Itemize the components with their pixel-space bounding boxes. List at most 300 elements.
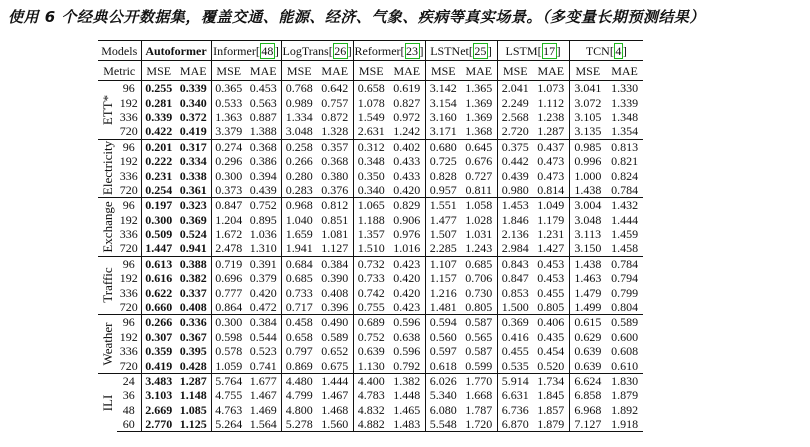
value-cell: 0.980 bbox=[497, 183, 533, 198]
value-cell: 1.444 bbox=[317, 373, 353, 388]
value-cell: 0.629 bbox=[569, 330, 606, 344]
model-header-logtrans: LogTrans[ 26 ] bbox=[281, 41, 353, 61]
model-name: LSTNet bbox=[430, 43, 469, 58]
value-cell: 1.107 bbox=[425, 256, 461, 271]
dataset-label-cell bbox=[98, 373, 117, 432]
value-cell: 0.533 bbox=[211, 95, 246, 109]
value-cell: 1.354 bbox=[611, 124, 639, 139]
citation-ref: 48 bbox=[261, 43, 274, 58]
value-cell: 0.416 bbox=[497, 330, 533, 344]
value-cell: 4.800 bbox=[281, 403, 317, 417]
value-cell: 2.631 bbox=[353, 124, 389, 139]
value-cell: 0.727 bbox=[465, 168, 493, 183]
value-cell: 1.444 bbox=[611, 212, 639, 227]
value-cell: 0.376 bbox=[321, 182, 349, 197]
value-cell: 0.419 bbox=[141, 358, 176, 373]
value-cell: 0.985 bbox=[569, 139, 606, 154]
value-cell: 3.142 bbox=[425, 81, 461, 96]
value-cell: 1.477 bbox=[425, 213, 461, 227]
value-cell: 1.459 bbox=[611, 227, 639, 242]
metric-header-row bbox=[98, 61, 643, 81]
value-cell: 0.696 bbox=[211, 271, 246, 285]
model-name: LSTM bbox=[505, 43, 538, 58]
value-cell: 1.036 bbox=[249, 227, 277, 242]
table-row bbox=[98, 154, 643, 168]
value-cell: 1.357 bbox=[353, 227, 389, 241]
value-cell: 1.369 bbox=[465, 109, 493, 124]
value-cell: 0.372 bbox=[179, 109, 207, 124]
value-cell: 0.382 bbox=[179, 271, 207, 286]
horizon-cell: 96 bbox=[117, 315, 141, 330]
horizon-cell: 720 bbox=[119, 300, 138, 315]
value-cell: 3.113 bbox=[569, 227, 606, 241]
dataset-label-cell bbox=[98, 198, 117, 257]
value-cell: 0.805 bbox=[537, 300, 565, 315]
value-cell: 1.677 bbox=[246, 373, 281, 388]
horizon-cell: 336 bbox=[119, 344, 138, 359]
value-cell: 0.811 bbox=[465, 182, 493, 197]
value-cell: 0.675 bbox=[321, 358, 349, 373]
value-cell: 1.770 bbox=[461, 373, 497, 388]
value-cell: 6.631 bbox=[497, 388, 533, 402]
value-cell: 3.072 bbox=[569, 95, 606, 109]
value-cell: 3.103 bbox=[141, 388, 176, 402]
value-cell: 2.984 bbox=[497, 241, 533, 256]
value-cell: 1.468 bbox=[321, 402, 349, 417]
value-cell: 0.618 bbox=[425, 358, 461, 373]
value-cell: 0.733 bbox=[353, 271, 389, 285]
value-cell: 0.794 bbox=[611, 271, 639, 286]
value-cell: 0.317 bbox=[176, 139, 211, 154]
value-cell: 1.481 bbox=[425, 300, 461, 315]
value-cell: 0.274 bbox=[211, 139, 246, 154]
metric-header-mse: MSE bbox=[281, 61, 317, 81]
value-cell: 1.287 bbox=[176, 373, 211, 388]
citation-ref: 26 bbox=[334, 43, 347, 58]
horizon-cell: 720 bbox=[119, 358, 138, 373]
dataset-label: ETT* bbox=[99, 94, 115, 125]
value-cell: 0.337 bbox=[179, 285, 207, 300]
value-cell: 0.420 bbox=[249, 285, 277, 300]
value-cell: 6.968 bbox=[569, 403, 606, 417]
value-cell: 0.872 bbox=[321, 109, 349, 124]
value-cell: 2.720 bbox=[497, 124, 533, 139]
table-row bbox=[98, 124, 643, 139]
value-cell: 0.813 bbox=[606, 139, 643, 154]
value-cell: 2.041 bbox=[497, 81, 533, 96]
value-cell: 0.281 bbox=[141, 95, 176, 109]
value-cell: 0.805 bbox=[465, 300, 493, 315]
value-cell: 4.799 bbox=[281, 388, 317, 402]
value-cell: 0.814 bbox=[537, 182, 565, 197]
value-cell: 0.255 bbox=[141, 81, 176, 96]
value-cell: 0.455 bbox=[497, 344, 533, 358]
value-cell: 0.639 bbox=[569, 344, 606, 358]
table-row bbox=[98, 285, 643, 299]
horizon-cell: 48 bbox=[122, 402, 135, 417]
table-row bbox=[98, 198, 643, 213]
dataset-label-cell bbox=[98, 256, 117, 315]
value-cell: 0.340 bbox=[179, 95, 207, 110]
value-cell: 0.828 bbox=[425, 168, 461, 182]
value-cell: 1.830 bbox=[606, 373, 643, 388]
horizon-cell: 96 bbox=[117, 139, 141, 154]
value-cell: 1.458 bbox=[611, 241, 639, 256]
value-cell: 1.941 bbox=[281, 241, 317, 256]
value-cell: 3.135 bbox=[569, 124, 606, 139]
value-cell: 0.420 bbox=[393, 271, 421, 286]
value-cell: 0.339 bbox=[176, 81, 211, 96]
models-header-row bbox=[98, 41, 643, 61]
value-cell: 0.652 bbox=[321, 344, 349, 359]
value-cell: 0.388 bbox=[176, 256, 211, 271]
value-cell: 0.685 bbox=[281, 271, 317, 285]
value-cell: 0.266 bbox=[281, 154, 317, 168]
value-cell: 0.369 bbox=[497, 315, 533, 330]
table-row bbox=[98, 139, 643, 154]
value-cell: 1.453 bbox=[497, 198, 533, 213]
value-cell: 1.499 bbox=[569, 300, 606, 315]
value-cell: 0.384 bbox=[317, 256, 353, 271]
value-cell: 0.340 bbox=[353, 183, 389, 198]
value-cell: 0.768 bbox=[281, 81, 317, 96]
value-cell: 0.587 bbox=[465, 344, 493, 359]
table-row bbox=[98, 227, 643, 241]
model-header-lstnet: LSTNet[ 25 ] bbox=[425, 41, 497, 61]
value-cell: 0.422 bbox=[141, 124, 176, 139]
value-cell: 0.300 bbox=[211, 315, 246, 330]
citation-ref: 25 bbox=[474, 43, 487, 58]
value-cell: 1.467 bbox=[321, 388, 349, 403]
value-cell: 3.105 bbox=[569, 110, 606, 124]
value-cell: 1.382 bbox=[389, 373, 425, 388]
horizon-cell: 336 bbox=[119, 227, 138, 242]
horizon-cell: 720 bbox=[119, 182, 138, 197]
value-cell: 1.130 bbox=[353, 358, 389, 373]
metric-header-mae: MAE bbox=[176, 61, 211, 81]
value-cell: 0.752 bbox=[353, 330, 389, 344]
horizon-cell: 720 bbox=[119, 241, 138, 256]
value-cell: 0.300 bbox=[211, 168, 246, 182]
value-cell: 0.280 bbox=[281, 168, 317, 182]
value-cell: 0.784 bbox=[611, 182, 639, 197]
value-cell: 0.685 bbox=[461, 256, 497, 271]
value-cell: 0.730 bbox=[465, 285, 493, 300]
dataset-label: ILI bbox=[99, 394, 115, 412]
value-cell: 0.706 bbox=[465, 271, 493, 286]
value-cell: 0.523 bbox=[249, 344, 277, 359]
value-cell: 0.375 bbox=[497, 139, 533, 154]
value-cell: 0.847 bbox=[211, 198, 246, 213]
value-cell: 3.160 bbox=[425, 110, 461, 124]
figure-caption: 使用 6 个经典公开数据集，覆盖交通、能源、经济、气象、疾病等真实场景。（多变量长期预测结果） bbox=[8, 8, 705, 26]
value-cell: 3.048 bbox=[281, 124, 317, 139]
value-cell: 0.408 bbox=[179, 300, 207, 315]
value-cell: 0.428 bbox=[179, 358, 207, 373]
value-cell: 0.797 bbox=[281, 344, 317, 358]
value-cell: 1.216 bbox=[425, 285, 461, 299]
value-cell: 0.596 bbox=[389, 315, 425, 330]
table-row bbox=[98, 315, 643, 330]
value-cell: 1.188 bbox=[353, 213, 389, 227]
value-cell: 1.432 bbox=[606, 198, 643, 213]
value-cell: 0.853 bbox=[497, 285, 533, 299]
value-cell: 1.085 bbox=[179, 402, 207, 417]
value-cell: 1.560 bbox=[317, 417, 353, 432]
value-cell: 0.742 bbox=[353, 285, 389, 299]
table-row bbox=[98, 330, 643, 344]
value-cell: 0.433 bbox=[393, 154, 421, 169]
value-cell: 1.846 bbox=[497, 213, 533, 227]
value-cell: 5.914 bbox=[497, 373, 533, 388]
value-cell: 0.689 bbox=[353, 315, 389, 330]
value-cell: 0.453 bbox=[533, 256, 569, 271]
value-cell: 0.365 bbox=[211, 81, 246, 96]
value-cell: 1.369 bbox=[465, 95, 493, 110]
value-cell: 0.658 bbox=[281, 330, 317, 344]
value-cell: 1.148 bbox=[179, 388, 207, 403]
value-cell: 0.680 bbox=[425, 139, 461, 154]
model-header-lstm: LSTM[ 17 ] bbox=[497, 41, 569, 61]
value-cell: 1.659 bbox=[281, 227, 317, 241]
value-cell: 0.433 bbox=[393, 168, 421, 183]
value-cell: 0.792 bbox=[393, 358, 421, 373]
model-header-autoformer bbox=[141, 41, 211, 61]
citation-ref: 17 bbox=[543, 43, 556, 58]
value-cell: 1.845 bbox=[537, 388, 565, 403]
value-cell: 6.080 bbox=[425, 403, 461, 417]
value-cell: 1.510 bbox=[353, 241, 389, 256]
value-cell: 0.348 bbox=[353, 154, 389, 168]
value-cell: 0.676 bbox=[465, 154, 493, 169]
value-cell: 5.340 bbox=[425, 388, 461, 402]
value-cell: 0.423 bbox=[393, 300, 421, 315]
value-cell: 1.672 bbox=[211, 227, 246, 241]
value-cell: 0.615 bbox=[569, 315, 606, 330]
value-cell: 0.972 bbox=[393, 109, 421, 124]
dataset-label: Exchange bbox=[99, 201, 115, 253]
horizon-cell: 96 bbox=[117, 198, 141, 213]
value-cell: 1.081 bbox=[321, 227, 349, 242]
value-cell: 0.733 bbox=[281, 285, 317, 299]
value-cell: 0.336 bbox=[176, 315, 211, 330]
value-cell: 0.357 bbox=[317, 139, 353, 154]
value-cell: 6.026 bbox=[425, 373, 461, 388]
value-cell: 0.453 bbox=[537, 271, 565, 286]
table-row bbox=[98, 110, 643, 124]
value-cell: 1.058 bbox=[461, 198, 497, 213]
value-cell: 1.734 bbox=[533, 373, 569, 388]
citation-ref: 4 bbox=[615, 43, 622, 58]
value-cell: 0.361 bbox=[179, 182, 207, 197]
value-cell: 0.619 bbox=[389, 81, 425, 96]
value-cell: 0.565 bbox=[465, 329, 493, 344]
value-cell: 0.821 bbox=[611, 154, 639, 169]
value-cell: 0.368 bbox=[246, 139, 281, 154]
value-cell: 0.777 bbox=[211, 285, 246, 299]
value-cell: 0.544 bbox=[249, 329, 277, 344]
value-cell: 0.390 bbox=[321, 271, 349, 286]
value-cell: 1.465 bbox=[393, 402, 421, 417]
dataset-label-cell bbox=[98, 139, 117, 198]
value-cell: 1.483 bbox=[389, 417, 425, 432]
value-cell: 1.157 bbox=[425, 271, 461, 285]
value-cell: 0.442 bbox=[497, 154, 533, 168]
value-cell: 0.812 bbox=[317, 198, 353, 213]
value-cell: 0.799 bbox=[611, 285, 639, 300]
dataset-label: Traffic bbox=[99, 267, 115, 304]
value-cell: 0.473 bbox=[537, 154, 565, 169]
value-cell: 1.507 bbox=[425, 227, 461, 241]
value-cell: 0.258 bbox=[281, 139, 317, 154]
value-cell: 1.549 bbox=[353, 110, 389, 124]
value-cell: 0.408 bbox=[321, 285, 349, 300]
value-cell: 0.423 bbox=[389, 256, 425, 271]
value-cell: 0.380 bbox=[321, 168, 349, 183]
value-cell: 1.879 bbox=[611, 388, 639, 403]
value-cell: 0.369 bbox=[179, 212, 207, 227]
value-cell: 0.597 bbox=[425, 344, 461, 358]
value-cell: 0.843 bbox=[497, 256, 533, 271]
table-row bbox=[98, 256, 643, 271]
models-header-label: Models bbox=[98, 41, 141, 61]
value-cell: 1.879 bbox=[533, 417, 569, 432]
value-cell: 1.000 bbox=[569, 168, 606, 182]
value-cell: 2.669 bbox=[141, 403, 176, 417]
horizon-cell: 192 bbox=[119, 329, 138, 344]
value-cell: 0.732 bbox=[353, 256, 389, 271]
value-cell: 0.598 bbox=[211, 330, 246, 344]
value-cell: 0.406 bbox=[533, 315, 569, 330]
value-cell: 0.594 bbox=[425, 315, 461, 330]
value-cell: 1.438 bbox=[569, 256, 606, 271]
value-cell: 1.469 bbox=[249, 402, 277, 417]
table-row bbox=[98, 403, 643, 417]
value-cell: 1.368 bbox=[465, 124, 493, 139]
value-cell: 4.480 bbox=[281, 373, 317, 388]
value-cell: 0.391 bbox=[246, 256, 281, 271]
value-cell: 0.645 bbox=[461, 139, 497, 154]
value-cell: 1.112 bbox=[537, 95, 565, 110]
value-cell: 3.041 bbox=[569, 81, 606, 96]
value-cell: 1.448 bbox=[393, 388, 421, 403]
value-cell: 0.402 bbox=[389, 139, 425, 154]
value-cell: 1.892 bbox=[611, 402, 639, 417]
table-row bbox=[98, 183, 643, 198]
horizon-cell: 192 bbox=[119, 212, 138, 227]
value-cell: 0.231 bbox=[141, 168, 176, 182]
value-cell: 0.300 bbox=[141, 213, 176, 227]
value-cell: 2.285 bbox=[425, 241, 461, 256]
value-cell: 5.548 bbox=[425, 417, 461, 432]
value-cell: 0.610 bbox=[611, 358, 639, 373]
value-cell: 0.563 bbox=[249, 95, 277, 110]
value-cell: 0.587 bbox=[461, 315, 497, 330]
value-cell: 0.829 bbox=[389, 198, 425, 213]
value-cell: 0.560 bbox=[425, 330, 461, 344]
value-cell: 3.048 bbox=[569, 213, 606, 227]
value-cell: 1.231 bbox=[537, 227, 565, 242]
value-cell: 0.386 bbox=[249, 154, 277, 169]
value-cell: 1.463 bbox=[569, 271, 606, 285]
model-header-informer: Informer[ 48 ] bbox=[211, 41, 281, 61]
value-cell: 0.368 bbox=[321, 154, 349, 169]
value-cell: 0.338 bbox=[179, 168, 207, 183]
value-cell: 4.763 bbox=[211, 403, 246, 417]
value-cell: 0.197 bbox=[141, 198, 176, 213]
value-cell: 1.204 bbox=[211, 213, 246, 227]
value-cell: 1.287 bbox=[537, 124, 565, 139]
model-name: Reformer bbox=[354, 43, 401, 58]
value-cell: 0.254 bbox=[141, 183, 176, 198]
value-cell: 0.395 bbox=[179, 344, 207, 359]
dataset-label-cell bbox=[98, 81, 117, 140]
value-cell: 0.600 bbox=[611, 329, 639, 344]
value-cell: 0.968 bbox=[281, 198, 317, 213]
value-cell: 1.238 bbox=[537, 109, 565, 124]
citation-ref: 23 bbox=[406, 43, 419, 58]
value-cell: 2.770 bbox=[141, 417, 176, 432]
value-cell: 6.858 bbox=[569, 388, 606, 402]
value-cell: 1.073 bbox=[533, 81, 569, 96]
value-cell: 0.725 bbox=[425, 154, 461, 168]
value-cell: 4.783 bbox=[353, 388, 389, 402]
value-cell: 0.458 bbox=[281, 315, 317, 330]
value-cell: 0.599 bbox=[465, 358, 493, 373]
dataset-label-cell bbox=[98, 315, 117, 374]
metric-header-label: Metric bbox=[98, 61, 141, 81]
value-cell: 0.509 bbox=[141, 227, 176, 241]
value-cell: 0.201 bbox=[141, 139, 176, 154]
value-cell: 4.882 bbox=[353, 417, 389, 432]
model-header-tcn: TCN[ 4 ] bbox=[569, 41, 643, 61]
value-cell: 0.420 bbox=[393, 285, 421, 300]
metric-header-mse: MSE bbox=[353, 61, 389, 81]
value-cell: 0.520 bbox=[537, 358, 565, 373]
value-cell: 1.065 bbox=[353, 198, 389, 213]
table-row bbox=[98, 271, 643, 285]
value-cell: 1.339 bbox=[611, 95, 639, 110]
value-cell: 1.918 bbox=[606, 417, 643, 432]
model-name: Autoformer bbox=[145, 43, 207, 58]
model-name: TCN bbox=[585, 43, 610, 58]
value-cell: 0.608 bbox=[611, 344, 639, 359]
horizon-cell: 36 bbox=[122, 388, 135, 403]
table-row bbox=[98, 388, 643, 402]
value-cell: 0.639 bbox=[569, 358, 606, 373]
value-cell: 3.154 bbox=[425, 95, 461, 109]
value-cell: 1.447 bbox=[141, 241, 176, 256]
value-cell: 4.400 bbox=[353, 373, 389, 388]
value-cell: 0.307 bbox=[141, 330, 176, 344]
value-cell: 0.490 bbox=[317, 315, 353, 330]
value-cell: 0.367 bbox=[179, 329, 207, 344]
value-cell: 0.864 bbox=[211, 300, 246, 315]
table-row bbox=[98, 300, 643, 315]
horizon-cell: 720 bbox=[119, 124, 138, 139]
value-cell: 0.996 bbox=[569, 154, 606, 168]
value-cell: 3.171 bbox=[425, 124, 461, 139]
value-cell: 1.500 bbox=[497, 300, 533, 315]
value-cell: 1.049 bbox=[533, 198, 569, 213]
value-cell: 3.483 bbox=[141, 373, 176, 388]
value-cell: 1.551 bbox=[425, 198, 461, 213]
results-table bbox=[98, 40, 643, 432]
value-cell: 0.976 bbox=[393, 227, 421, 242]
value-cell: 0.847 bbox=[497, 271, 533, 285]
value-cell: 5.264 bbox=[211, 417, 246, 432]
metric-header-mse: MSE bbox=[569, 61, 606, 81]
